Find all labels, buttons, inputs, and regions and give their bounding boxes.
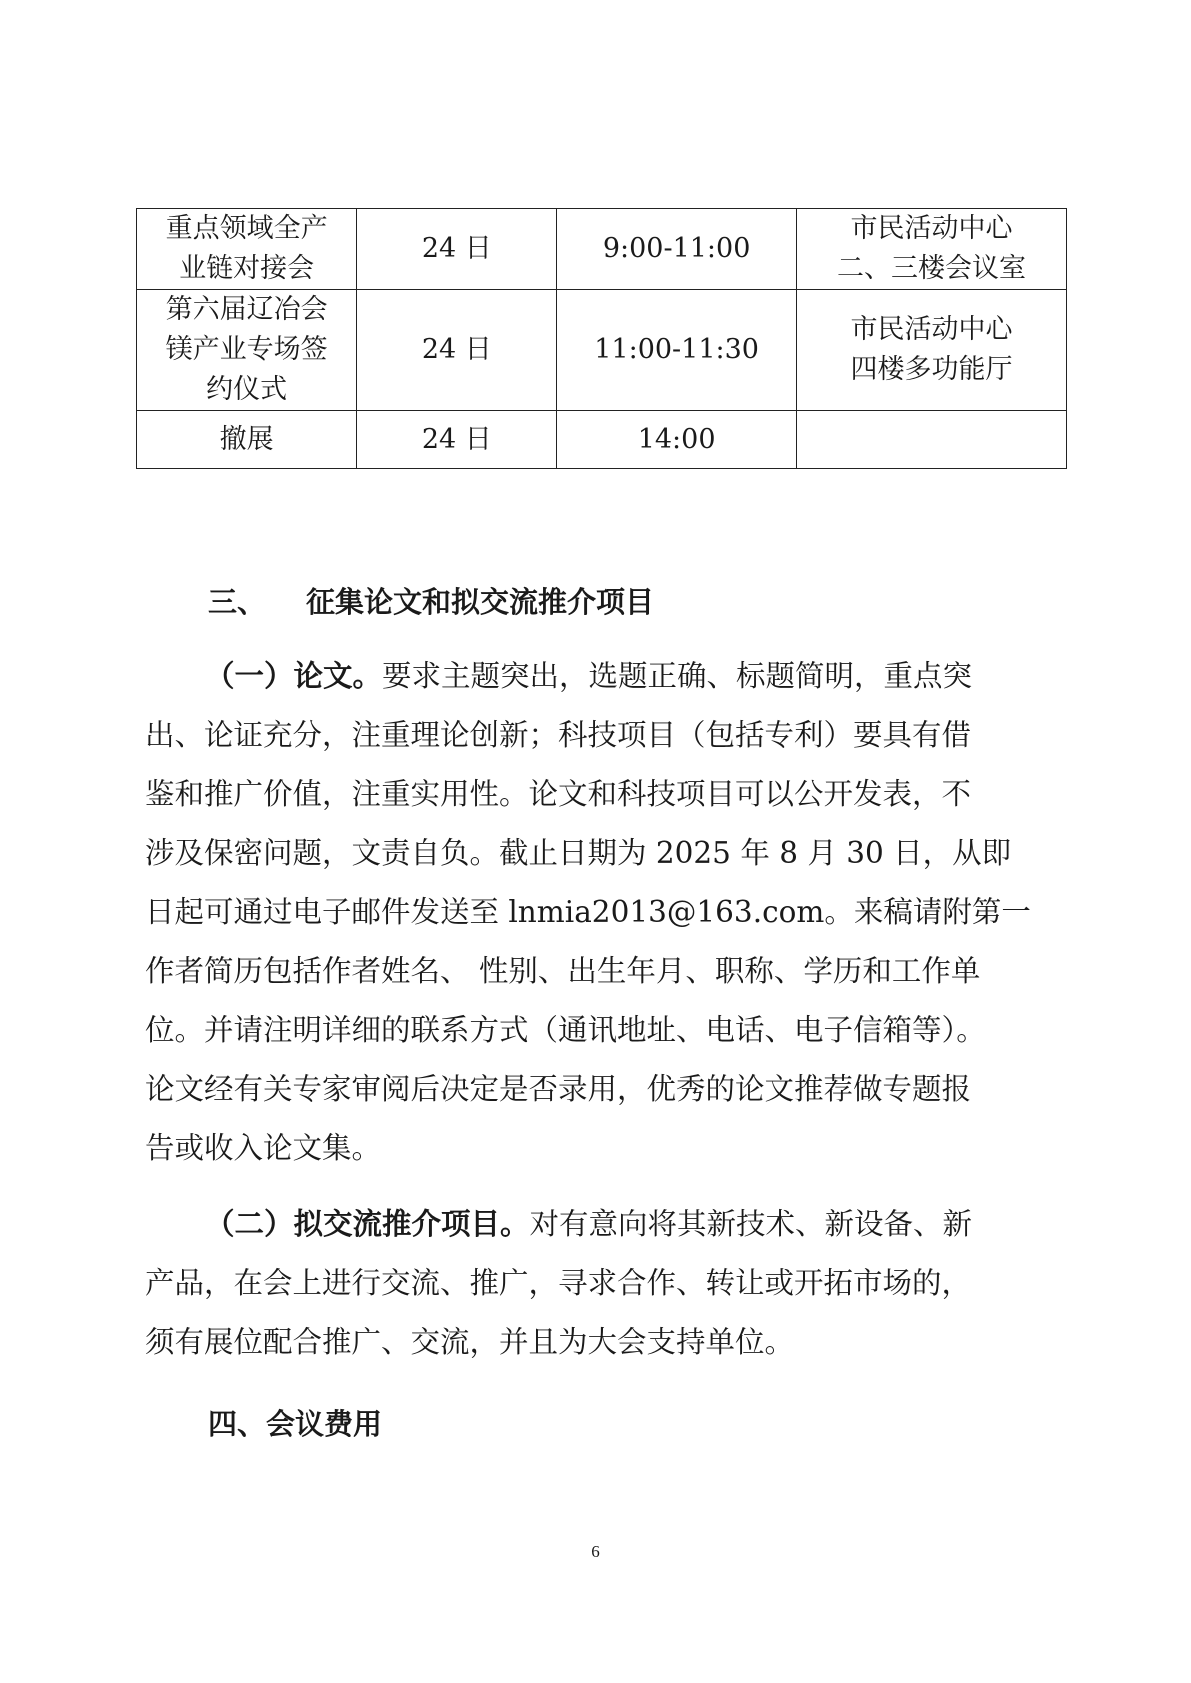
section-title: 征集论文和拟交流推介项目 bbox=[306, 585, 655, 619]
event-name-cell: 第六届辽冶会 镁产业专场签 约仪式 bbox=[137, 290, 357, 411]
event-place-cell: 市民活动中心 四楼多功能厅 bbox=[796, 290, 1066, 411]
table-row bbox=[137, 290, 1067, 411]
section-number: 三、 bbox=[208, 585, 267, 619]
table-row bbox=[137, 209, 1067, 290]
paragraph-lead: （一）论文。 bbox=[205, 658, 383, 693]
project-paragraph: （二）拟交流推介项目。对有意向将其新技术、新设备、新 产品，在会上进行交流、推广，寻求合作、转让或开拓市场的， 须有展位配合推广、交流，并且为大会支持单位。 bbox=[145, 1206, 973, 1359]
event-date-cell: 24 日 bbox=[357, 290, 557, 411]
page-number: 6 bbox=[591, 1542, 600, 1561]
event-time-cell: 14:00 bbox=[557, 411, 797, 469]
table-row bbox=[137, 411, 1067, 469]
event-date-cell: 24 日 bbox=[357, 209, 557, 290]
paragraph-lead: （二）拟交流推介项目。 bbox=[205, 1206, 530, 1241]
event-time-cell: 11:00-11:30 bbox=[557, 290, 797, 411]
event-place-cell: 市民活动中心 二、三楼会议室 bbox=[796, 209, 1066, 290]
event-place-cell bbox=[796, 411, 1066, 469]
event-name-cell: 重点领域全产 业链对接会 bbox=[137, 209, 357, 290]
paper-paragraph: （一）论文。要求主题突出，选题正确、标题简明，重点突 出、论证充分，注重理论创新；科技项目（包括专利）要具有借 鉴和推广价值，注重实用性。论文和科技项目可以公开发表，不 涉及保密问题，文责自负。截止日期为 2025 年 8 月 30 日，从即 日起可通过电子邮件发送至 lnmia2013@163.com。来稿请附第一 作者简历包括作者姓名、 性别、出生年月、职称、学历和工作单 位。并请注明详细的联系方式（通讯地址、电话、电子信箱等）。 论文经有关专家审阅后决定是否录用，优秀的论文推荐做专题报 告或收入论文集。 bbox=[145, 658, 1031, 1165]
event-time-cell: 9:00-11:00 bbox=[557, 209, 797, 290]
event-date-cell: 24 日 bbox=[357, 411, 557, 469]
section-4-heading: 四、会议费用 bbox=[208, 1407, 383, 1441]
schedule-table bbox=[136, 208, 1067, 469]
event-name-cell: 撤展 bbox=[137, 411, 357, 469]
section-3-heading bbox=[208, 580, 654, 621]
